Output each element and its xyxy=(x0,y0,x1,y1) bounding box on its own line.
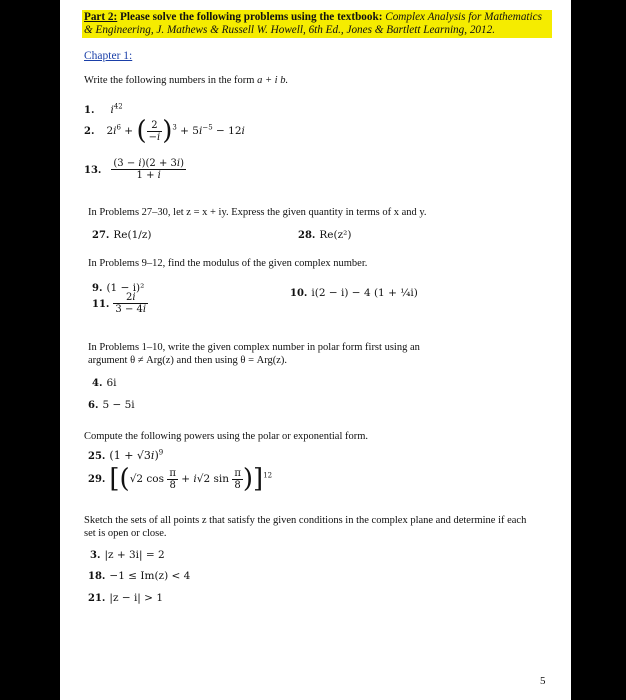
problem-21: 21. |z − i| > 1 xyxy=(88,592,163,604)
problem-11-expr: $\frac{2i}{3 - 4i}$ xyxy=(115,292,147,315)
problem-2-number: 2. xyxy=(84,126,95,137)
problem-29: 29. [(√2 cos $\frac{\pi}{8}$ + i√2 sin $\frac{\pi}{8}$ )]$^{12}$ xyxy=(88,464,273,494)
problem-13 xyxy=(84,158,186,181)
page-number: 5 xyxy=(540,675,546,687)
problem-29-expr: [(√2 cos $\frac{\pi}{8}$ + i√2 sin $\frac{\pi}{8}$ )]$^{12}$ xyxy=(109,464,273,494)
section1-instruction: Write the following numbers in the form a + i b. xyxy=(84,75,289,86)
problem-3: 3. |z + 3i| = 2 xyxy=(90,549,165,561)
section4-instruction-line1: In Problems 1–10, write the given complex number in polar form first using an xyxy=(88,342,420,353)
header-intro: Please solve the following problems using the textbook: xyxy=(117,11,386,23)
problem-13-number: 13. xyxy=(84,165,102,177)
section2-instruction: In Problems 27–30, let z = x + iy. Express the given quantity in terms of x and y. xyxy=(88,207,427,218)
section3-instruction: In Problems 9–12, find the modulus of the given complex number. xyxy=(88,258,368,269)
problem-10-expr: i(2 − i) − 4 (1 + ¼i) xyxy=(311,287,418,299)
problem-25: 25. $(1 + √3i)^9$ xyxy=(88,448,164,462)
section5-instruction: Compute the following powers using the polar or exponential form. xyxy=(84,431,369,442)
part-label: Part 2: xyxy=(84,11,118,23)
problem-13-expr: $\frac{(3 - i)(2 + 3i)}{1 + i}$ xyxy=(113,158,184,181)
problem-6: 6. 5 − 5i xyxy=(88,399,135,411)
problem-9-expr: (1 − i)² xyxy=(106,282,145,294)
problem-3-expr: |z + 3i| = 2 xyxy=(104,549,165,561)
problem-25-expr: $(1 + √3i)^9$ xyxy=(109,448,164,462)
section6-instruction-line1: Sketch the sets of all points z that satisfy the given conditions in the complex plane and determine if each xyxy=(84,515,527,526)
problem-1-number: 1. xyxy=(84,105,95,116)
problem-18-expr: −1 ≤ Im(z) < 4 xyxy=(109,570,191,582)
problem-1 xyxy=(84,100,123,118)
problem-9: 9. (1 − i)² xyxy=(92,282,145,294)
section4-instruction-line2: argument θ ≠ Arg(z) and then using θ = Arg(z). xyxy=(88,355,288,366)
chapter-heading: Chapter 1: xyxy=(84,50,133,62)
problem-4-expr: 6i xyxy=(106,377,117,389)
problem-27-expr: Re(1/z) xyxy=(113,229,152,241)
problem-1-expr: $i^{42}$ xyxy=(110,102,123,116)
assignment-header xyxy=(82,10,552,38)
problem-4: 4. 6i xyxy=(92,377,117,389)
problem-28-expr: Re(z²) xyxy=(319,229,352,241)
header-rest: , J. Mathews & Russell W. Howell, 6th Ed., Jones & Bartlett Learning, 2012. xyxy=(150,24,496,36)
problem-11: 11. $\frac{2i}{3 - 4i}$ xyxy=(92,292,147,315)
problem-2-expr: $2i^6$ + ( $\frac{2}{-i}$ )$^3 + 5i^{-5} - 12i$ xyxy=(106,116,245,146)
document-page xyxy=(60,0,571,700)
textbook-title: Complex Analysis for Mathematics & Engineering xyxy=(84,11,542,36)
problem-18: 18. −1 ≤ Im(z) < 4 xyxy=(88,570,191,582)
problem-28: 28. Re(z²) xyxy=(298,229,352,241)
problem-27: 27. Re(1/z) xyxy=(92,229,152,241)
problem-6-expr: 5 − 5i xyxy=(102,399,135,411)
problem-2 xyxy=(84,118,245,144)
section6-instruction-line2: set is open or close. xyxy=(84,528,167,539)
problem-21-expr: |z − i| > 1 xyxy=(109,592,163,604)
problem-10: 10. i(2 − i) − 4 (1 + ¼i) xyxy=(290,287,418,299)
